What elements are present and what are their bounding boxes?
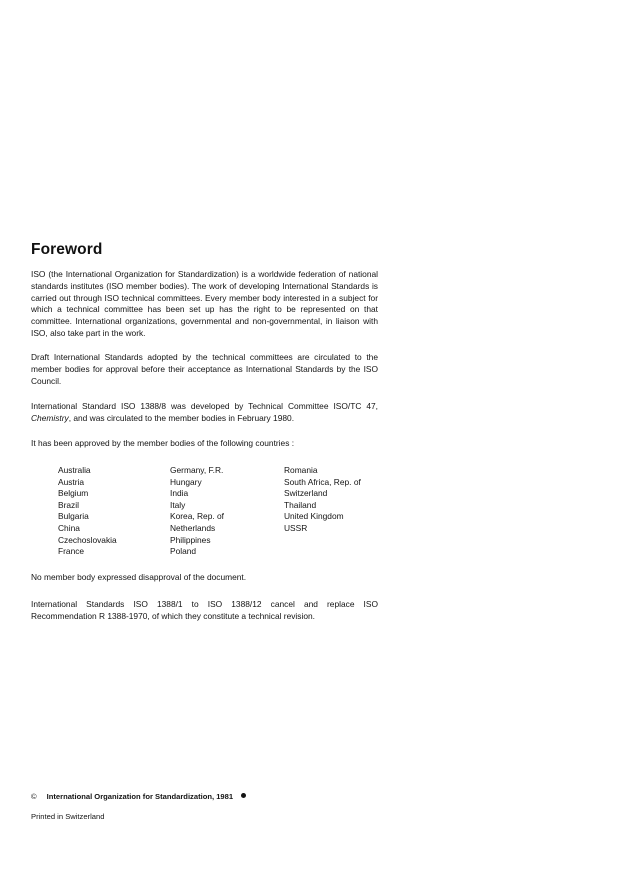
printed-in-note: Printed in Switzerland	[31, 812, 105, 821]
country-item: Austria	[58, 476, 85, 487]
country-item: India	[170, 488, 189, 499]
country-item: Netherlands	[170, 522, 216, 533]
paragraph-standard-development-part1: International Standard ISO 1388/8 was developed by Technical Committee ISO/TC 47,	[31, 401, 378, 411]
copyright-text: International Organization for Standardization, 1981	[46, 792, 234, 801]
country-item: Belgium	[58, 488, 89, 499]
country-item: USSR	[284, 522, 308, 533]
copyright-line	[31, 792, 246, 801]
country-item: China	[58, 522, 80, 533]
paragraph-approval-intro: It has been approved by the member bodies of the following countries :	[31, 438, 295, 448]
country-item: South Africa, Rep. of	[284, 476, 361, 487]
country-item: Thailand	[284, 499, 317, 510]
country-item: Australia	[58, 465, 91, 475]
country-item: Hungary	[170, 476, 202, 487]
paragraph-no-disapproval: No member body expressed disapproval of the document.	[31, 572, 247, 582]
page-title: Foreword	[31, 241, 103, 258]
country-item: Germany, F.R.	[170, 465, 224, 475]
country-item: Poland	[170, 546, 197, 557]
country-list-column-2	[170, 465, 224, 558]
country-item: Italy	[170, 499, 186, 510]
copyright-icon: ©	[31, 792, 37, 801]
paragraph-iso-description: ISO (the International Organization for Standardization) is a worldwide federation of national standards institutes (ISO member bodies). The work of developing International Standards is carried out through ISO technical committees. Every member body interested in a subject for which a technical committee has been set up has the right to be represented on that committee. International organizations, governmental and non-governmental, in liaison with ISO, also take part in the work.	[31, 269, 378, 338]
country-item: United Kingdom	[284, 511, 344, 522]
country-item: Brazil	[58, 499, 79, 510]
paragraph-standard-development-part2: , and was circulated to the member bodies in February 1980.	[68, 412, 295, 423]
paragraph-replacement-note: International Standards ISO 1388/1 to ISO 1388/12 cancel and replace ISO Recommendation R 1388-1970, of which they constitute a technical revision.	[31, 599, 378, 621]
committee-name-italic: Chemistry	[31, 412, 69, 423]
paragraph-standard-development	[31, 401, 378, 425]
country-item: France	[58, 546, 85, 557]
country-list-column-3	[284, 465, 361, 535]
country-item: Romania	[284, 465, 318, 475]
country-item: Switzerland	[284, 488, 328, 499]
country-list-column-1	[58, 465, 117, 558]
country-item: Korea, Rep. of	[170, 511, 225, 522]
country-item: Philippines	[170, 534, 211, 545]
bullet-dot-icon	[241, 793, 246, 798]
country-item: Bulgaria	[58, 511, 89, 522]
country-item: Czechoslovakia	[58, 534, 117, 545]
paragraph-draft-standards: Draft International Standards adopted by the technical committees are circulated to the member bodies for approval before their acceptance as International Standards by the ISO Council.	[31, 352, 378, 386]
